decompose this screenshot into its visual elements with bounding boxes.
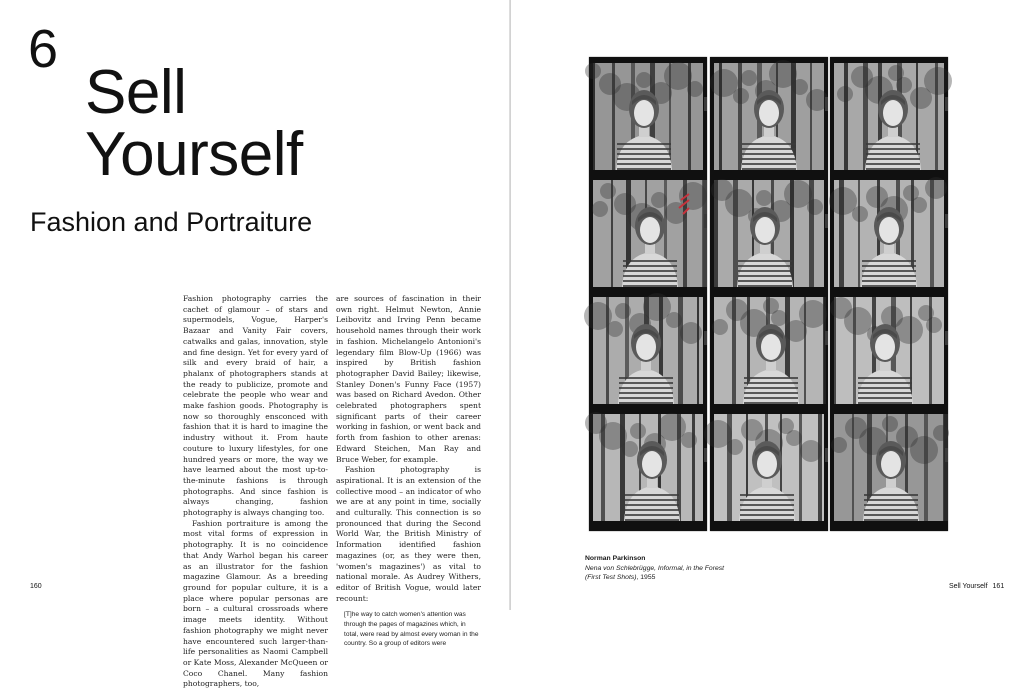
portrait-photo	[593, 180, 703, 287]
film-edge-mark	[945, 331, 948, 345]
portrait-photo	[834, 414, 944, 521]
portrait-photo	[714, 180, 824, 287]
running-head: Sell Yourself	[949, 583, 988, 590]
contact-frame	[834, 414, 944, 521]
block-quote: [T]he way to catch women's attention was through the pages of magazines which, in total, were read by almost every woman in the country. So a group of editors were	[344, 611, 479, 648]
portrait-photo	[593, 297, 703, 404]
film-edge-mark	[704, 214, 707, 228]
film-edge-mark	[704, 331, 707, 345]
contact-frame	[593, 297, 703, 404]
body-paragraph: Fashion photography carries the cachet of glamour – of stars and supermodels, Vogue, Harper's Bazaar and Vanity Fair covers, catwalks and galas, innovation, style and fine design. Yet for every yard of silk and every braid of hair, a phalanx of photographers stands at the ready to publicize, promote and celebrate the people who wear and make fashion goods. Photography is now so thoroughly ensconced with fashion that it is hard to imagine the industry without it. From haute couture to luxury lifestyles, for one hundred years or more, the way we have learned about the most up-to-the-minute fashions is through photographs. And since fashion is always changing, fashion photography is always changing too.	[183, 294, 328, 518]
contact-strip-2	[710, 57, 828, 531]
contact-strip-3	[830, 57, 948, 531]
page-number-right: 161	[992, 583, 1005, 590]
caption-work-title: Nena von Schlebrügge, Informal, in the Forest	[585, 564, 725, 572]
film-edge-mark	[945, 214, 948, 228]
contact-frame	[593, 414, 703, 521]
body-paragraph: Fashion portraiture is among the most vital forms of expression in photography. It is no coincidence that Andy Warhol began his career as an illustrator for the fashion magazine Glamour. As a breeding ground for popular culture, it is a place where popular personas are born – a cultural crossroads where image meets identity. Without fashion photography we might never have encountered such larger-than-life personalities as Naomi Campbell or Kate Moss, Alexander McQueen or Coco Chanel. Many fashion photographers, too,	[183, 518, 328, 689]
body-column-2	[336, 294, 481, 648]
film-edge-mark	[945, 448, 948, 462]
portrait-photo	[834, 180, 944, 287]
chapter-subtitle: Fashion and Portraiture	[30, 207, 313, 237]
running-footer	[949, 583, 1004, 590]
body-column-1	[183, 294, 328, 689]
page-number-left: 160	[30, 583, 42, 590]
right-page	[511, 0, 1020, 610]
contact-frame	[593, 63, 703, 170]
body-paragraph: Fashion photography is aspirational. It is an extension of the collective mood – an indicator of who we are at any point in time, socially and culturally. This connection is so pronounced that during the Second World War, the British Ministry of Information identified fashion magazines (or, as they were then, 'women's magazines') as vital to national morale. As Audrey Withers, editor of British Vogue, would later recount:	[336, 465, 481, 603]
portrait-photo	[834, 63, 944, 170]
chapter-number: 6	[28, 19, 59, 79]
photo-caption: Norman Parkinson Nena von Schlebrügge, Informal, in the Forest (First Test Shots), 1955	[585, 555, 725, 581]
contact-frame	[834, 297, 944, 404]
film-edge-mark	[825, 214, 828, 228]
contact-frame	[834, 180, 944, 287]
caption-work-subtitle: (First Test Shots)	[585, 574, 637, 581]
caption-photographer: Norman Parkinson	[585, 555, 646, 562]
chapter-title-line-1: Sell	[85, 58, 187, 127]
portrait-photo	[593, 414, 703, 521]
chapter-title	[85, 58, 303, 189]
portrait-photo	[593, 63, 703, 170]
caption-year: 1955	[640, 574, 656, 581]
film-edge-mark	[825, 97, 828, 111]
contact-frame	[714, 297, 824, 404]
contact-frame	[714, 63, 824, 170]
body-paragraph: are sources of fascination in their own right. Helmut Newton, Annie Leibovitz and Irving Penn became household names through their work in fashion. Michelangelo Antonioni's legendary film Blow-Up (1966) was inspired by British fashion photographer David Bailey; likewise, Stanley Donen's Funny Face (1957) was based on Richard Avedon. Other celebrated photographers spent significant parts of their career working in fashion, or went back and forth from fashion to other arenas: Edward Steichen, Man Ray and Bruce Weber, for example.	[336, 294, 481, 464]
left-page	[0, 0, 510, 689]
contact-frame	[714, 180, 824, 287]
film-edge-mark	[825, 331, 828, 345]
film-edge-mark	[704, 97, 707, 111]
film-edge-mark	[704, 448, 707, 462]
chapter-title-line-2: Yourself	[85, 120, 303, 189]
portrait-photo	[714, 414, 824, 521]
portrait-photo	[714, 297, 824, 404]
contact-frame	[593, 180, 703, 287]
film-edge-mark	[825, 448, 828, 462]
portrait-photo	[834, 297, 944, 404]
portrait-photo	[714, 63, 824, 170]
contact-frame	[714, 414, 824, 521]
film-edge-mark	[945, 97, 948, 111]
contact-frame	[834, 63, 944, 170]
contact-strip-1	[589, 57, 707, 531]
